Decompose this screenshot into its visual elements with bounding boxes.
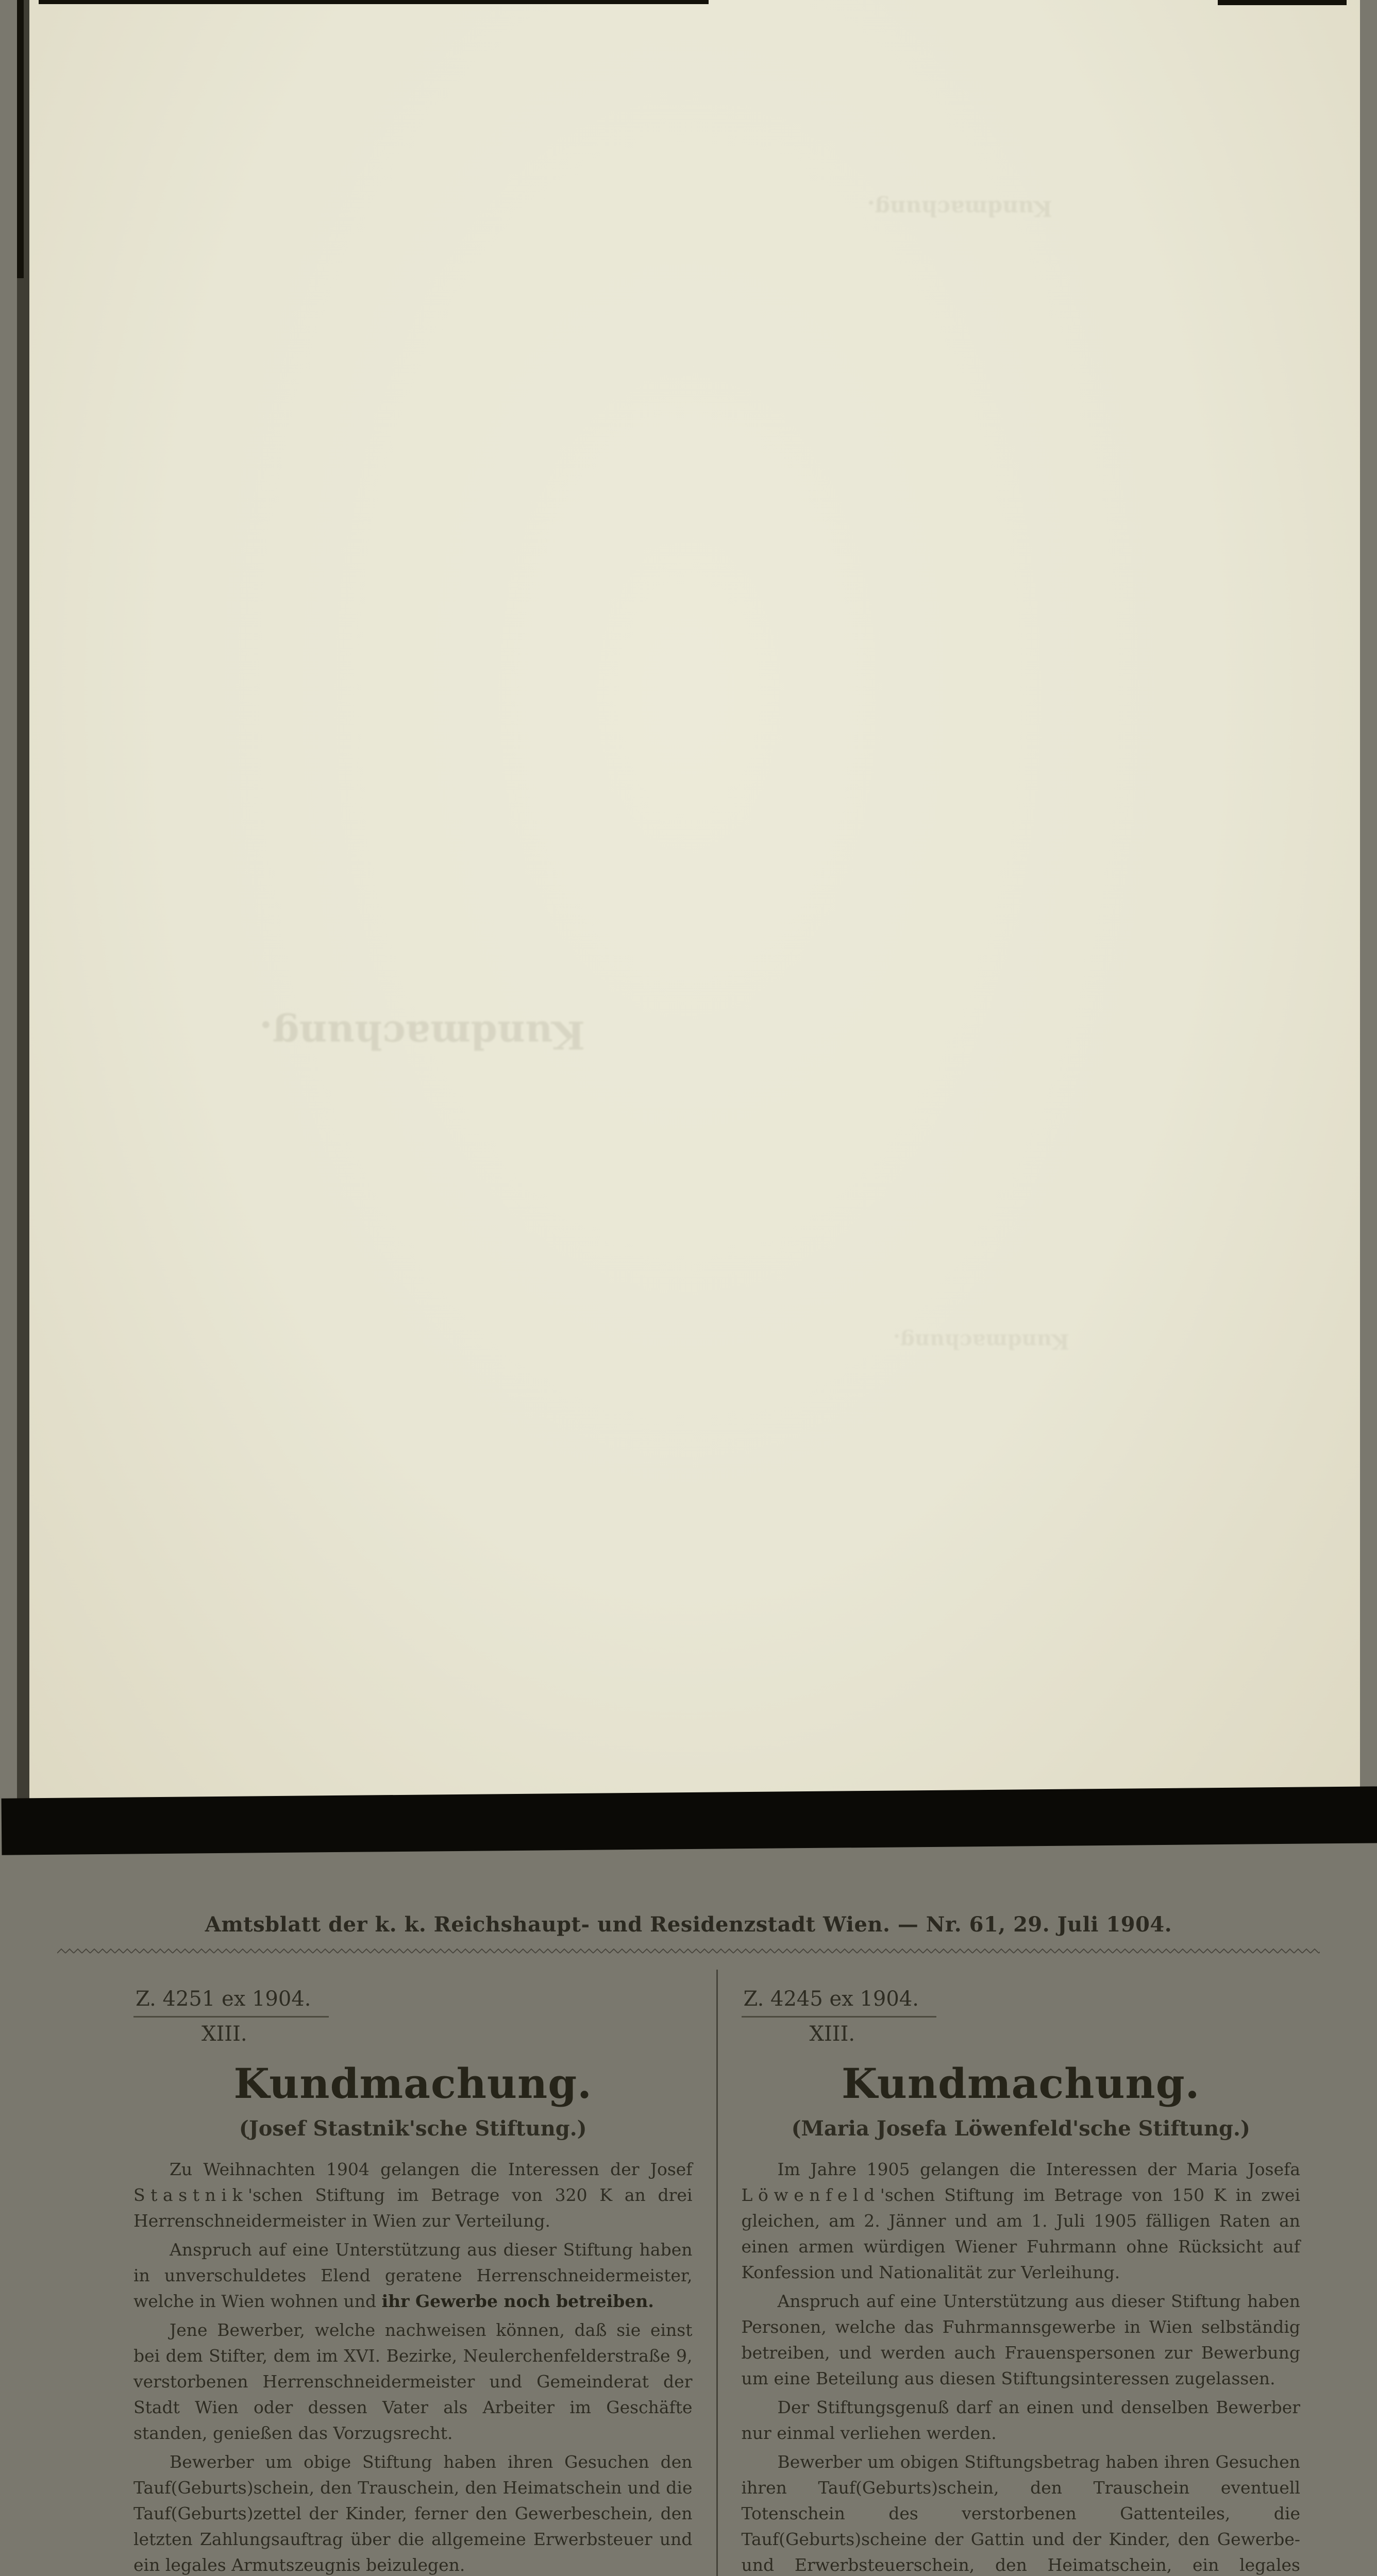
stiftung-subtitle: (Maria Josefa Löwenfeld'sche Stiftung.): [791, 2116, 1250, 2141]
scan-edge-left: [17, 0, 24, 278]
docket-row: [133, 1970, 693, 2018]
scan-edge-bottom: [2, 1786, 1377, 1855]
notice-paragraph: [133, 2317, 693, 2446]
zigzag-rule-graphic: [57, 1947, 1320, 1956]
bleedthrough-ghost: Kundmachung.: [893, 1329, 1069, 1353]
notice-paragraph: [742, 2157, 1301, 2285]
zigzag-rule: [57, 1947, 1320, 1956]
docket-number: Z. 4251 ex 1904.: [133, 1987, 329, 2018]
body-text: 'schen Stiftung im Betrage von 320 K an drei Herrenschneidermeister in Wien zur Verteilung.: [133, 2185, 693, 2231]
stiftung-subtitle: (Josef Stastnik'sche Stiftung.): [239, 2116, 587, 2141]
body-text: Im Jahre 1905 gelangen die Interessen der Maria Josefa: [777, 2159, 1300, 2179]
spaced-name-text: Stastnik: [133, 2185, 248, 2205]
body-text: 'schen Stiftung im Betrage von 150 K in zwei gleichen, am 2. Jänner und am 1. Juli 1905 fälligen Raten an einen armen würdigen Wiener Fuhrmann ohne Rücksicht auf Konfession und Nationalität zur Verleihung.: [741, 2185, 1300, 2282]
notice-paragraph: [133, 2157, 693, 2234]
scan-edge-top-right: [1218, 0, 1347, 5]
masthead-title: Amtsblatt der k. k. Reichshaupt- und Residenzstadt Wien. — Nr. 61, 29. Juli 1904.: [205, 1912, 1172, 1937]
notice-section: [133, 1970, 693, 2576]
notice-paragraph: [133, 2449, 693, 2576]
gazette-page: [17, 0, 1360, 2575]
bleedthrough-ghost: Kundmachung.: [867, 196, 1052, 221]
department-number: XIII.: [809, 2022, 855, 2046]
docket-number: Z. 4245 ex 1904.: [742, 1987, 937, 2018]
body-text: Bewerber um obigen Stiftungsbetrag haben ihren Gesuchen ihren Tauf(Geburts)schein, den Trauschein eventuell Totenschein des verstorbenen Gattenteiles, die Tauf(Geburts)scheine der Gattin und der Kinder, den Gewerbe- und Erwerbsteuerschein, den Heimatschein, ein legales: [741, 2452, 1300, 2575]
department-number: XIII.: [201, 2022, 247, 2046]
column-right: [716, 1970, 1301, 2576]
notice-title: Kundmachung.: [841, 2059, 1200, 2108]
body-text: Anspruch auf eine Unterstützung aus dieser Stiftung haben in unverschuldetes Elend geratene Herrenschneidermeister, welche in Wien wohnen und: [133, 2240, 693, 2311]
docket-row: [742, 1970, 1301, 2018]
notice-paragraph: [133, 2237, 693, 2314]
notice-paragraph: [742, 2289, 1301, 2392]
notice-paragraph: [742, 2395, 1301, 2446]
bleedthrough-ghost: Kundmachung.: [259, 1012, 585, 1057]
body-text: Zu Weihnachten 1904 gelangen die Interessen der Josef: [170, 2159, 693, 2179]
body-text: Der Stiftungsgenuß darf an einen und denselben Bewerber nur einmal verliehen werden.: [741, 2397, 1300, 2443]
scan-edge-top-left: [39, 0, 709, 4]
notice-title: Kundmachung.: [233, 2059, 592, 2108]
notice-paragraph: [742, 2449, 1301, 2576]
column-left: [133, 1970, 716, 2576]
emphasis-text: ihr Gewerbe noch betreiben.: [381, 2291, 654, 2311]
body-text: Jene Bewerber, welche nachweisen können, daß sie einst bei dem Stifter, dem im XVI. Bezirke, Neulerchenfelderstraße 9, verstorbenen Herrenschneidermeister und Gemeinderat der Stadt Wien oder dessen Vater als Arbeiter im Geschäfte standen, genießen das Vorzugsrecht.: [133, 2320, 693, 2443]
body-text: Anspruch auf eine Unterstützung aus dieser Stiftung haben Personen, welche das Fuhrmannsgewerbe in Wien selbständig betreiben, und werden auch Frauenspersonen zur Bewerbung um eine Beteilung aus diesen Stiftungsinteressen zugelassen.: [741, 2291, 1300, 2388]
body-text: Bewerber um obige Stiftung haben ihren Gesuchen den Tauf(Geburts)schein, den Trauschein, den Heimatschein und die Tauf(Geburts)zettel der Kinder, ferner den Gewerbeschein, den letzten Zahlungsauftrag über die allgemeine Erwerbsteuer und ein legales Armutszeugnis beizulegen.: [133, 2452, 693, 2575]
notice-section: [742, 1970, 1301, 2576]
spaced-name-text: Löwenfeld: [741, 2185, 880, 2205]
two-column-body: [17, 1956, 1360, 2576]
